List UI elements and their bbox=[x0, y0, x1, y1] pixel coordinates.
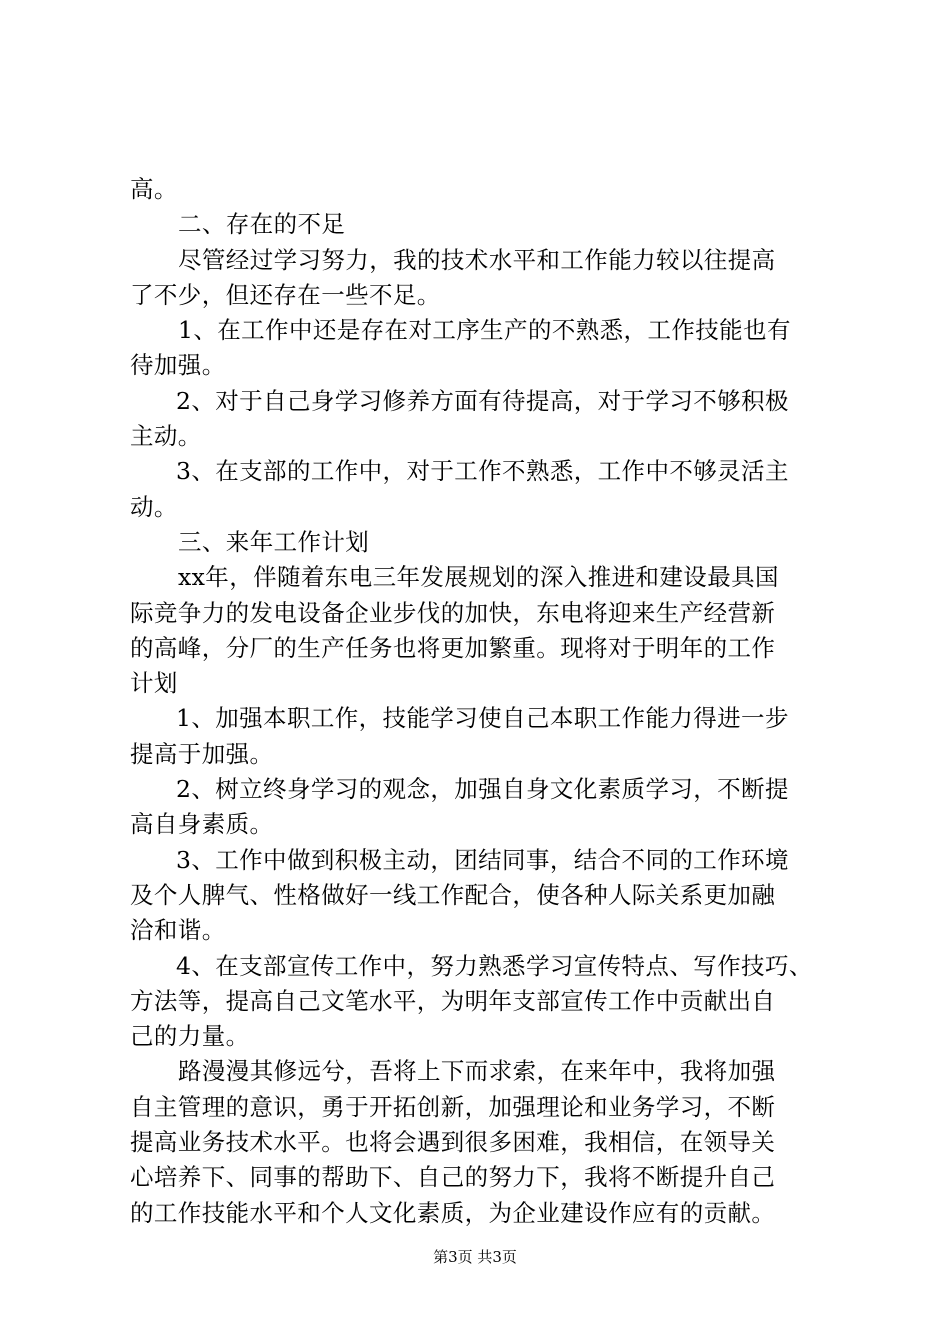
text-line: 提高业务技术水平。也将会遇到很多困难，我相信，在领导关 bbox=[130, 1128, 776, 1157]
text-line: xx年，伴随着东电三年发展规划的深入推进和建设最具国 bbox=[178, 563, 779, 592]
text-line: 2、对于自己身学习修养方面有待提高，对于学习不够积极 bbox=[176, 386, 789, 415]
text-line: 计划 bbox=[130, 669, 178, 698]
section-heading-shortcomings: 二、存在的不足 bbox=[178, 210, 346, 239]
text-line: 的工作技能水平和个人文化素质，为企业建设作应有的贡献。 bbox=[130, 1198, 776, 1227]
section-heading-next-year-plan: 三、来年工作计划 bbox=[178, 527, 370, 556]
text-line: 己的力量。 bbox=[130, 1022, 250, 1051]
page-number-label: 第3页 共3页 bbox=[433, 1248, 517, 1266]
text-line: 自主管理的意识，勇于开拓创新，加强理论和业务学习，不断 bbox=[130, 1092, 776, 1121]
text-line: 4、在支部宣传工作中，努力熟悉学习宣传特点、写作技巧、 bbox=[176, 951, 813, 980]
text-line: 1、加强本职工作，技能学习使自己本职工作能力得进一步 bbox=[176, 704, 789, 733]
page-footer bbox=[0, 1246, 950, 1267]
text-line: 心培养下、同事的帮助下、自己的努力下，我将不断提升自己 bbox=[130, 1163, 776, 1192]
text-line: 洽和谐。 bbox=[130, 916, 226, 945]
text-line: 及个人脾气、性格做好一线工作配合，使各种人际关系更加融 bbox=[130, 880, 776, 909]
text-line: 尽管经过学习努力，我的技术水平和工作能力较以往提高 bbox=[178, 245, 776, 274]
text-line: 方法等，提高自己文笔水平，为明年支部宣传工作中贡献出自 bbox=[130, 986, 776, 1015]
text-line: 的高峰，分厂的生产任务也将更加繁重。现将对于明年的工作 bbox=[130, 633, 776, 662]
text-line: 待加强。 bbox=[130, 351, 226, 380]
text-line: 动。 bbox=[130, 492, 178, 521]
document-body bbox=[130, 172, 830, 1231]
text-line: 高自身素质。 bbox=[130, 810, 274, 839]
text-line: 路漫漫其修远兮，吾将上下而求索，在来年中，我将加强 bbox=[178, 1057, 776, 1086]
text-line: 3、在支部的工作中，对于工作不熟悉，工作中不够灵活主 bbox=[176, 457, 789, 486]
text-line: 际竞争力的发电设备企业步伐的加快，东电将迎来生产经营新 bbox=[130, 598, 776, 627]
text-line: 高。 bbox=[130, 175, 178, 203]
text-line: 1、在工作中还是存在对工序生产的不熟悉，工作技能也有 bbox=[178, 316, 791, 345]
text-line: 提高于加强。 bbox=[130, 739, 274, 768]
text-line: 3、工作中做到积极主动，团结同事，结合不同的工作环境 bbox=[176, 845, 789, 874]
text-line: 2、树立终身学习的观念，加强自身文化素质学习，不断提 bbox=[176, 775, 789, 804]
text-line: 主动。 bbox=[130, 422, 202, 451]
text-line: 了不少，但还存在一些不足。 bbox=[130, 280, 441, 309]
